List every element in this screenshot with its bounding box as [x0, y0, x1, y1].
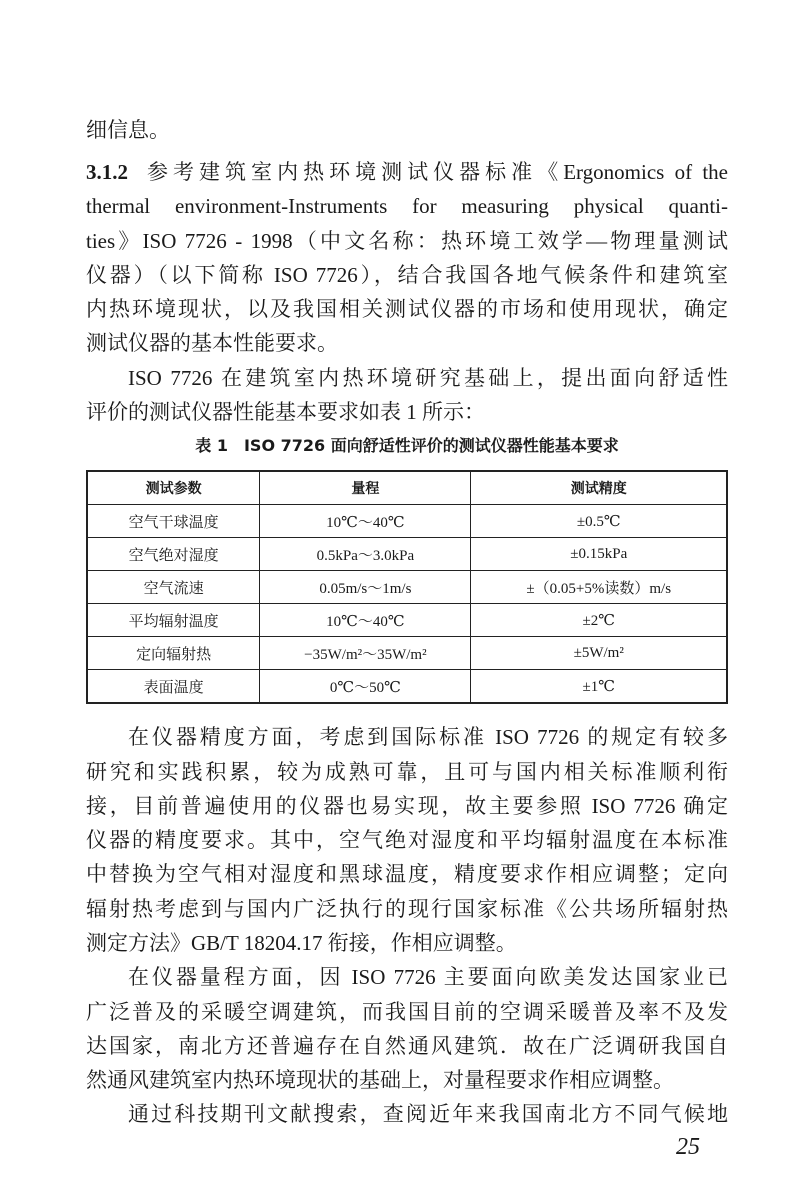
table-cell: 10℃～40℃ [260, 505, 471, 538]
text-line: 通过科技期刊文献搜索，查阅近年来我国南北方不同气候地 [128, 1102, 728, 1126]
table-cell: ±0.15kPa [471, 538, 727, 571]
text-line: 在仪器量程方面，因 ISO 7726 主要面向欧美发达国家业已 [128, 965, 728, 989]
text-line: ties》ISO 7726 - 1998（中文名称：热环境工效学—物理量测试 [86, 229, 728, 253]
text-line: 然通风建筑室内热环境现状的基础上，对量程要求作相应调整。 [86, 1068, 674, 1092]
page-number: 25 [676, 1134, 700, 1160]
text-line: 中替换为空气相对湿度和黑球温度，精度要求作相应调整；定向 [86, 862, 728, 886]
text-line: 在仪器精度方面，考虑到国际标准 ISO 7726 的规定有较多 [128, 725, 728, 749]
text-line: thermal environment-Instruments for measuring physical quanti- [86, 194, 728, 218]
table-cell: 0℃～50℃ [260, 670, 471, 704]
table-cell: ±0.5℃ [471, 505, 727, 538]
text-line: 接，目前普遍使用的仪器也易实现，故主要参照 ISO 7726 确定 [86, 794, 728, 818]
section-first-line [86, 157, 728, 187]
text-line: 参考建筑室内热环境测试仪器标准《Ergonomics of the [142, 160, 728, 184]
text-line: ISO 7726 在建筑室内热环境研究基础上，提出面向舒适性 [128, 366, 728, 390]
table-cell: ±2℃ [471, 604, 727, 637]
section-number: 3.1.2 [86, 160, 128, 184]
table-row [87, 505, 727, 538]
table-cell: 表面温度 [87, 670, 260, 704]
table-cell: 10℃～40℃ [260, 604, 471, 637]
table-row [87, 571, 727, 604]
requirements-table [86, 470, 728, 704]
text-line: 测试仪器的基本性能要求。 [86, 331, 338, 355]
table-cell: ±5W/m² [471, 637, 727, 670]
text-line: 研究和实践积累，较为成熟可靠，且可与国内相关标准顺利衔 [86, 760, 728, 784]
table-cell: ±（0.05+5%读数）m/s [471, 571, 727, 604]
column-header: 量程 [260, 471, 471, 505]
table-cell: −35W/m²～35W/m² [260, 637, 471, 670]
text-line: 细信息。 [86, 118, 170, 142]
table-row [87, 670, 727, 704]
text-line: 内热环境现状，以及我国相关测试仪器的市场和使用现状，确定 [86, 297, 728, 321]
text-line: 辐射热考虑到与国内广泛执行的现行国家标准《公共场所辐射热 [86, 897, 728, 921]
table-caption: 表 1 ISO 7726 面向舒适性评价的测试仪器性能基本要求 [195, 436, 619, 455]
table-cell: 0.05m/s～1m/s [260, 571, 471, 604]
table-header-row [87, 471, 727, 505]
text-line: 测定方法》GB/T 18204.17 衔接，作相应调整。 [86, 931, 517, 955]
table-cell: 定向辐射热 [87, 637, 260, 670]
table-cell: 0.5kPa～3.0kPa [260, 538, 471, 571]
column-header: 测试精度 [471, 471, 727, 505]
column-header: 测试参数 [87, 471, 260, 505]
table-cell: 平均辐射温度 [87, 604, 260, 637]
text-line: 仪器）（以下简称 ISO 7726），结合我国各地气候条件和建筑室 [86, 263, 728, 287]
table-row [87, 637, 727, 670]
table-cell: 空气流速 [87, 571, 260, 604]
table-cell: 空气干球温度 [87, 505, 260, 538]
table-row [87, 604, 727, 637]
text-line: 达国家，南北方还普遍存在自然通风建筑．故在广泛调研我国自 [86, 1034, 728, 1058]
table-cell: ±1℃ [471, 670, 727, 704]
text-line: 仪器的精度要求。其中，空气绝对湿度和平均辐射温度在本标准 [86, 828, 728, 852]
text-line: 评价的测试仪器性能基本要求如表 1 所示： [86, 400, 485, 424]
table-cell: 空气绝对湿度 [87, 538, 260, 571]
table-row [87, 538, 727, 571]
text-line: 广泛普及的采暖空调建筑，而我国目前的空调采暖普及率不及发 [86, 1000, 728, 1024]
